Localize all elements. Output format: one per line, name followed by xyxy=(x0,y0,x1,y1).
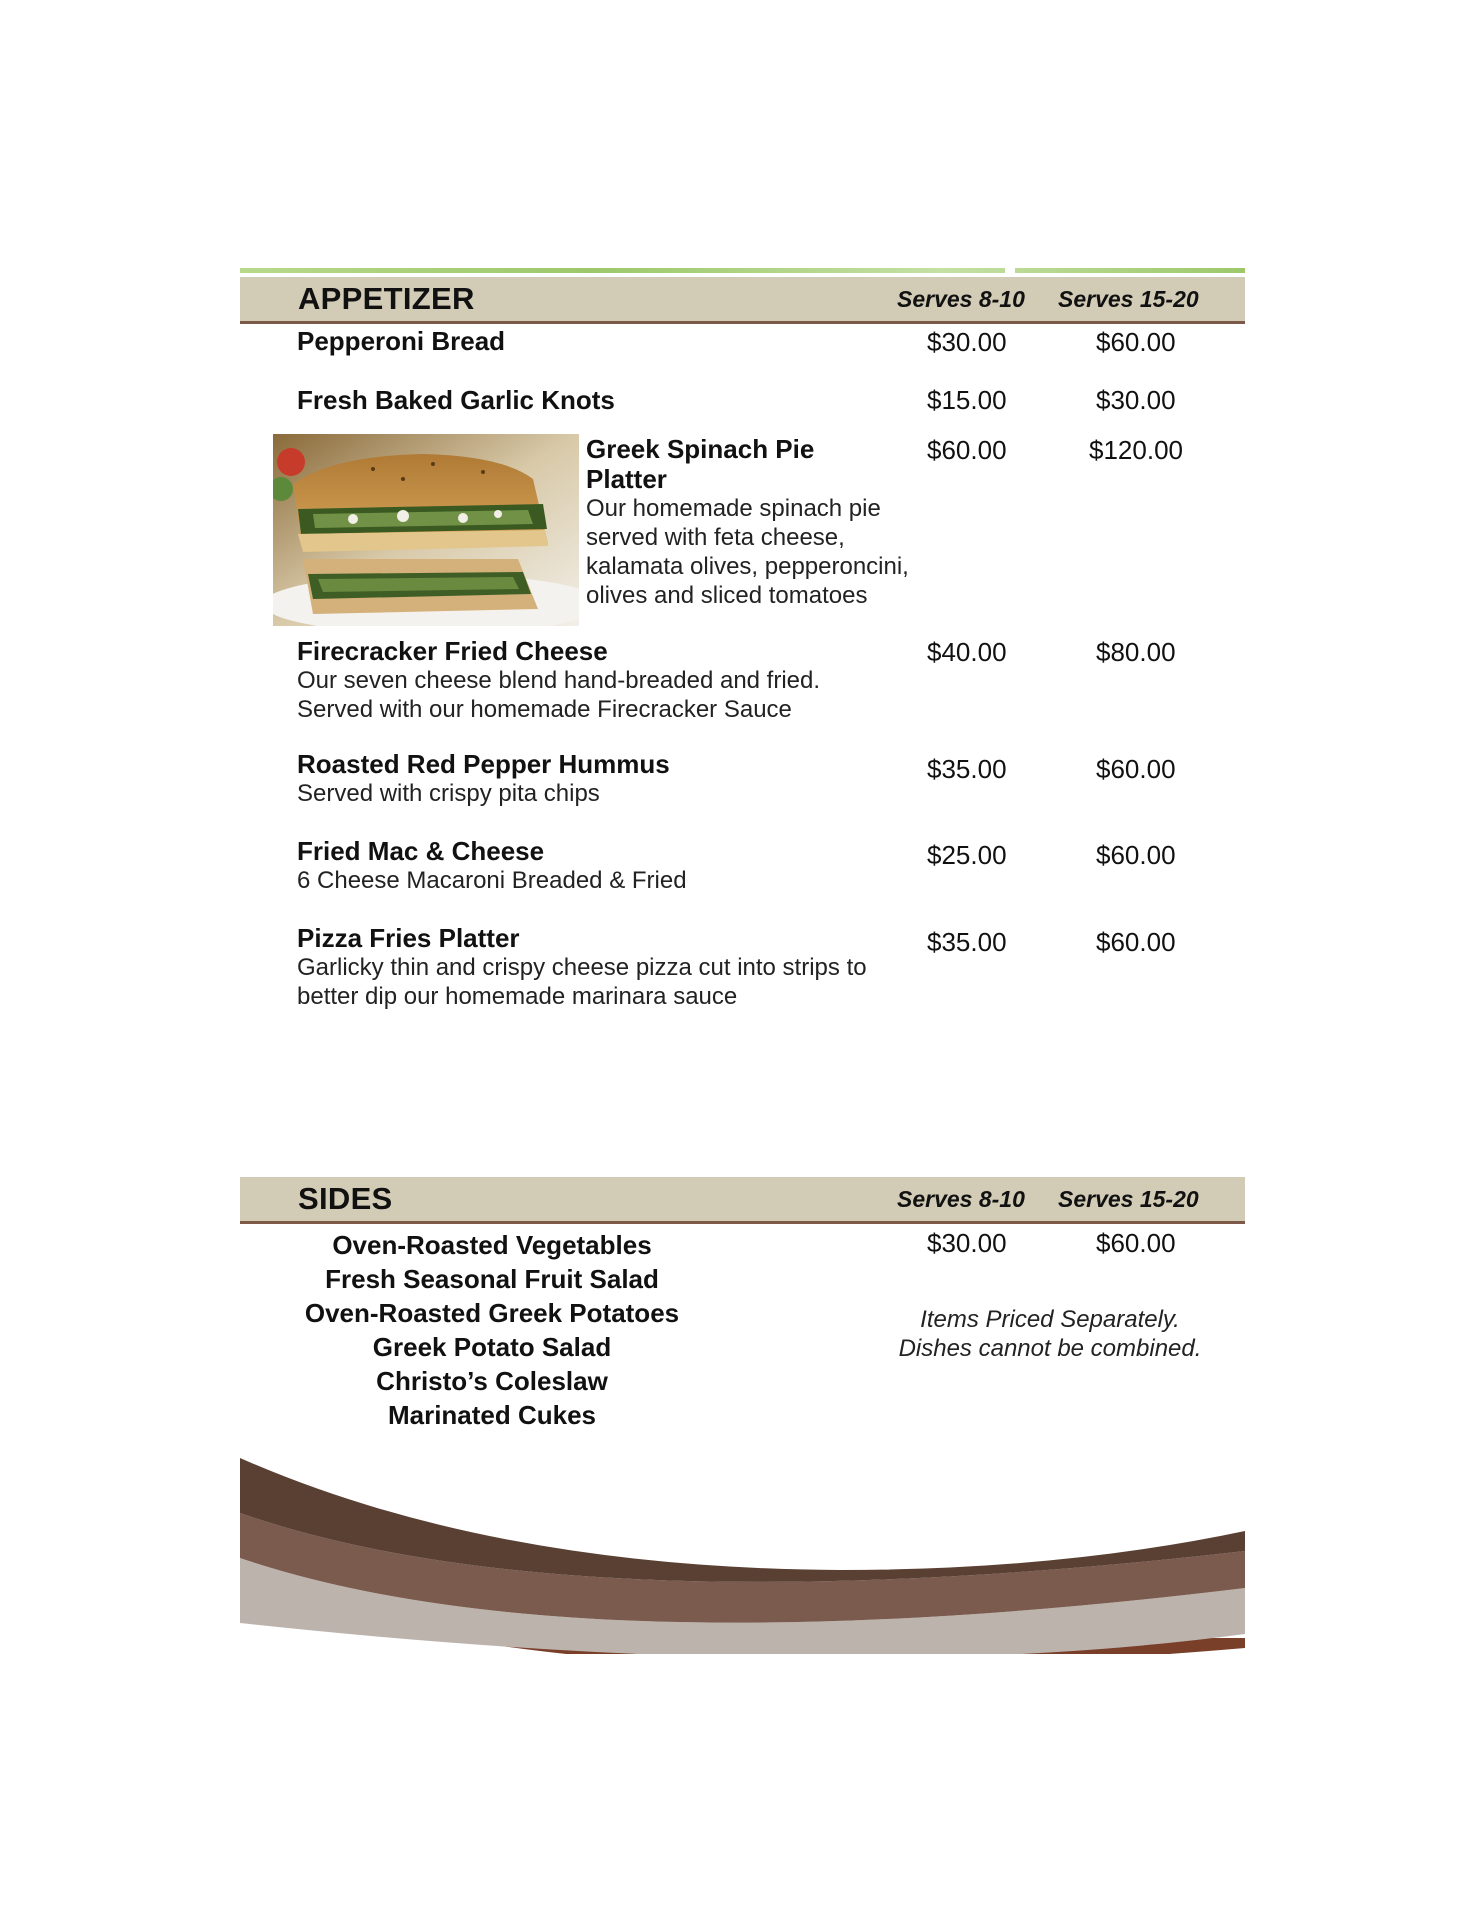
menu-item-firecracker-fried-cheese xyxy=(297,636,917,724)
side-item: Greek Potato Salad xyxy=(372,1332,612,1362)
price-serves-8-10: $25.00 xyxy=(927,840,1007,870)
menu-item-garlic-knots xyxy=(297,385,917,415)
top-green-rule xyxy=(240,268,1245,273)
side-item: Oven-Roasted Greek Potatoes xyxy=(304,1298,680,1328)
price-serves-8-10: $15.00 xyxy=(927,385,1007,415)
sides-list xyxy=(290,1228,694,1432)
price-serves-15-20: $120.00 xyxy=(1089,435,1183,465)
item-desc-line: served with feta cheese, xyxy=(586,524,845,551)
appetizer-col-serves-15-20: Serves 15-20 xyxy=(1058,286,1199,312)
sides-note xyxy=(890,1305,1210,1363)
price-serves-8-10: $30.00 xyxy=(927,327,1007,357)
sides-note-line2: Dishes cannot be combined. xyxy=(898,1335,1202,1362)
item-desc-line: Served with our homemade Firecracker Sauce xyxy=(297,696,792,723)
side-item: Oven-Roasted Vegetables xyxy=(332,1230,652,1260)
item-name: Roasted Red Pepper Hummus xyxy=(297,749,670,779)
price-serves-8-10: $40.00 xyxy=(927,637,1007,667)
side-item: Christo’s Coleslaw xyxy=(376,1366,608,1396)
item-name: Pizza Fries Platter xyxy=(297,923,520,953)
price-serves-15-20: $60.00 xyxy=(1096,754,1176,784)
side-item: Marinated Cukes xyxy=(387,1400,597,1430)
sides-note-line1: Items Priced Separately. xyxy=(920,1306,1180,1333)
item-desc-line: Our seven cheese blend hand-breaded and fried. xyxy=(297,667,821,694)
item-desc-line: 6 Cheese Macaroni Breaded & Fried xyxy=(297,867,687,894)
item-name: Pepperoni Bread xyxy=(297,326,506,356)
item-desc-line: Served with crispy pita chips xyxy=(297,780,600,807)
item-desc-line: Our homemade spinach pie xyxy=(586,495,881,522)
item-desc-line: olives and sliced tomatoes xyxy=(586,582,868,609)
sides-col-serves-8-10: Serves 8-10 xyxy=(897,1186,1025,1212)
menu-item-fried-mac-cheese xyxy=(297,836,917,895)
item-desc-line: better dip our homemade marinara sauce xyxy=(297,983,738,1010)
item-name: Fresh Baked Garlic Knots xyxy=(297,385,615,415)
price-serves-15-20: $60.00 xyxy=(1096,840,1176,870)
price-serves-8-10: $60.00 xyxy=(927,435,1007,465)
price-serves-8-10: $35.00 xyxy=(927,754,1007,784)
menu-item-hummus xyxy=(297,749,917,808)
sides-col-serves-15-20: Serves 15-20 xyxy=(1058,1186,1199,1212)
price-serves-8-10: $35.00 xyxy=(927,927,1007,957)
appetizer-col-serves-8-10: Serves 8-10 xyxy=(897,286,1025,312)
menu-item-pizza-fries xyxy=(297,923,917,1011)
item-desc-line: Garlicky thin and crispy cheese pizza cut into strips to xyxy=(297,954,867,981)
menu-item-greek-spinach-pie xyxy=(586,434,916,610)
item-name-line2: Platter xyxy=(586,464,667,494)
item-name: Fried Mac & Cheese xyxy=(297,836,545,866)
decorative-swoosh xyxy=(240,1458,1245,1654)
menu-item-pepperoni-bread xyxy=(297,326,917,356)
price-serves-15-20: $30.00 xyxy=(1096,385,1176,415)
side-item: Fresh Seasonal Fruit Salad xyxy=(325,1264,659,1294)
price-serves-15-20: $60.00 xyxy=(1096,927,1176,957)
item-name: Firecracker Fried Cheese xyxy=(297,636,608,666)
sides-price-serves-15-20: $60.00 xyxy=(1096,1228,1176,1258)
price-serves-15-20: $60.00 xyxy=(1096,327,1176,357)
sides-header-band xyxy=(240,1177,1245,1224)
price-serves-15-20: $80.00 xyxy=(1096,637,1176,667)
item-desc-line: kalamata olives, pepperoncini, xyxy=(586,553,909,580)
item-name-line1: Greek Spinach Pie xyxy=(586,434,815,464)
sides-price-serves-8-10: $30.00 xyxy=(927,1228,1007,1258)
sides-title: SIDES xyxy=(298,1181,393,1216)
appetizer-title: APPETIZER xyxy=(298,281,475,316)
appetizer-header-band xyxy=(240,277,1245,324)
spinach-pie-photo xyxy=(273,434,579,626)
